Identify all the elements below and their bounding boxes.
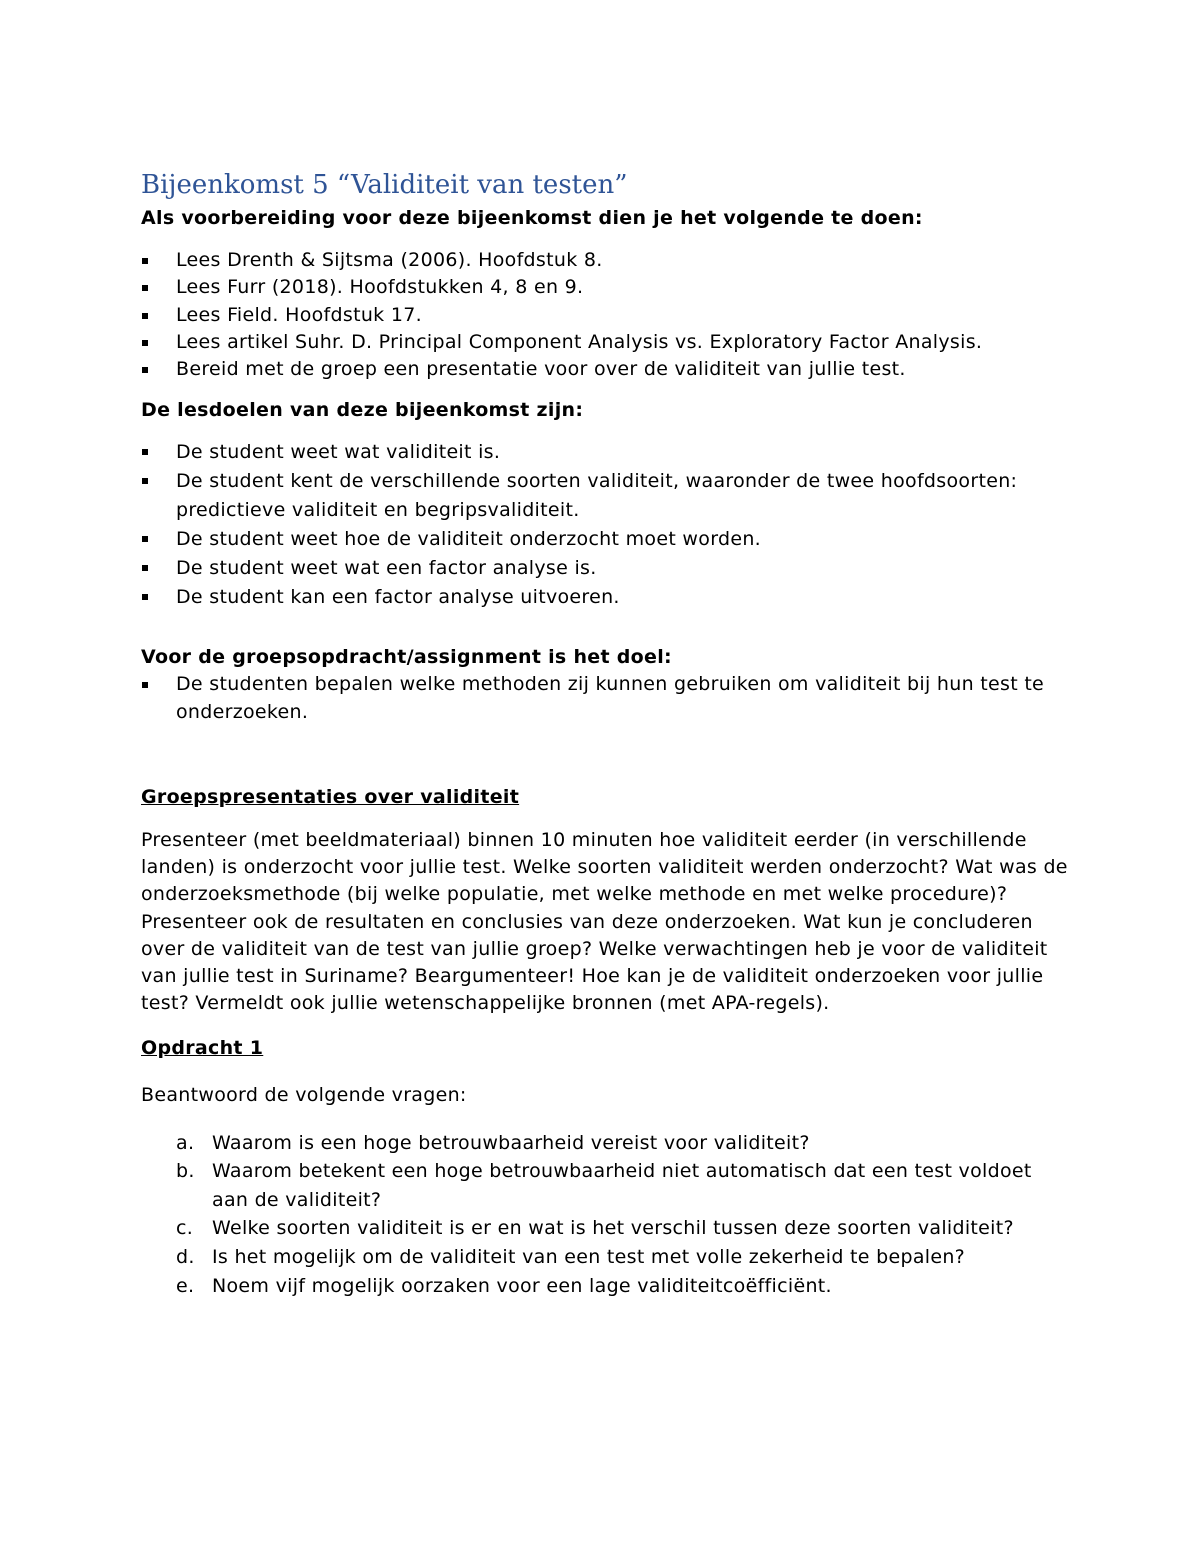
document-page <box>141 166 1071 1300</box>
task1-questions <box>141 1129 1071 1301</box>
list-item: Lees Field. Hoofdstuk 17. <box>141 302 1071 329</box>
goals-heading: De lesdoelen van deze bijeenkomst zijn: <box>141 399 584 422</box>
task1-heading: Opdracht 1 <box>141 1036 264 1059</box>
list-item: De studenten bepalen welke methoden zij kunnen gebruiken om validiteit bij hun test te onderzoeken. <box>141 671 1071 726</box>
list-item: Lees Drenth & Sijtsma (2006). Hoofdstuk 8. <box>141 247 1071 274</box>
list-item: De student weet hoe de validiteit onderzocht moet worden. <box>141 525 1071 554</box>
task1-intro: Beantwoord de volgende vragen: <box>141 1083 467 1106</box>
presentations-heading: Groepspresentaties over validiteit <box>141 786 520 809</box>
bullet-icon <box>142 367 148 373</box>
bullet-icon <box>142 313 148 319</box>
bullet-icon <box>142 594 148 600</box>
list-item: a. Waarom is een hoge betrouwbaarheid vereist voor validiteit? <box>176 1131 810 1154</box>
bullet-icon <box>142 258 148 264</box>
list-item: De student weet wat een factor analyse is. <box>141 554 1071 583</box>
list-item: De student weet wat validiteit is. <box>141 438 1071 467</box>
list-item: b. Waarom betekent een hoge betrouwbaarheid niet automatisch dat een test voldoet aan de validiteit? <box>176 1160 1032 1211</box>
page-title: Bijeenkomst 5 “Validiteit van testen” <box>141 170 628 200</box>
list-item: Lees artikel Suhr. D. Principal Component Analysis vs. Exploratory Factor Analysis. <box>141 329 1071 356</box>
bullet-icon <box>142 565 148 571</box>
list-item: De student kan een factor analyse uitvoeren. <box>141 583 1071 612</box>
assignment-list <box>141 671 1071 726</box>
bullet-icon <box>142 682 148 688</box>
assignment-heading: Voor de groepsopdracht/assignment is het doel: <box>141 646 672 669</box>
bullet-icon <box>142 285 148 291</box>
list-item: Lees Furr (2018). Hoofdstukken 4, 8 en 9. <box>141 274 1071 301</box>
bullet-icon <box>142 340 148 346</box>
prep-list <box>141 247 1071 383</box>
prep-heading: Als voorbereiding voor deze bijeenkomst dien je het volgende te doen: <box>141 207 923 229</box>
list-item: Bereid met de groep een presentatie voor over de validiteit van jullie test. <box>141 356 1071 383</box>
bullet-icon <box>142 478 148 484</box>
list-item: e. Noem vijf mogelijk oorzaken voor een lage validiteitcoëfficiënt. <box>176 1274 832 1297</box>
list-item: De student kent de verschillende soorten validiteit, waaronder de twee hoofdsoorten: predictieve validiteit en begripsvaliditeit. <box>141 467 1071 525</box>
list-item: c. Welke soorten validiteit is er en wat is het verschil tussen deze soorten validiteit? <box>176 1217 1014 1240</box>
goals-list <box>141 438 1071 612</box>
bullet-icon <box>142 449 148 455</box>
bullet-icon <box>142 536 148 542</box>
presentations-text: Presenteer (met beeldmateriaal) binnen 10 minuten hoe validiteit eerder (in verschillende landen) is onderzocht voor jullie test. Welke soorten validiteit werden onderzocht? Wat was de onderzoeksmethode (bij welke populatie, met welke methode en met welke procedure)? Presenteer ook de resultaten en conclusies van deze onderzoeken. Wat kun je concluderen over de validiteit van de test van jullie groep? Welke verwachtingen heb je voor de validiteit van jullie test in Suriname? Beargumenteer! Hoe kan je de validiteit onderzoeken voor jullie test? Vermeldt ook jullie wetenschappelijke bronnen (met APA-regels). <box>141 829 1068 1015</box>
list-item: d. Is het mogelijk om de validiteit van een test met volle zekerheid te bepalen? <box>176 1246 966 1269</box>
